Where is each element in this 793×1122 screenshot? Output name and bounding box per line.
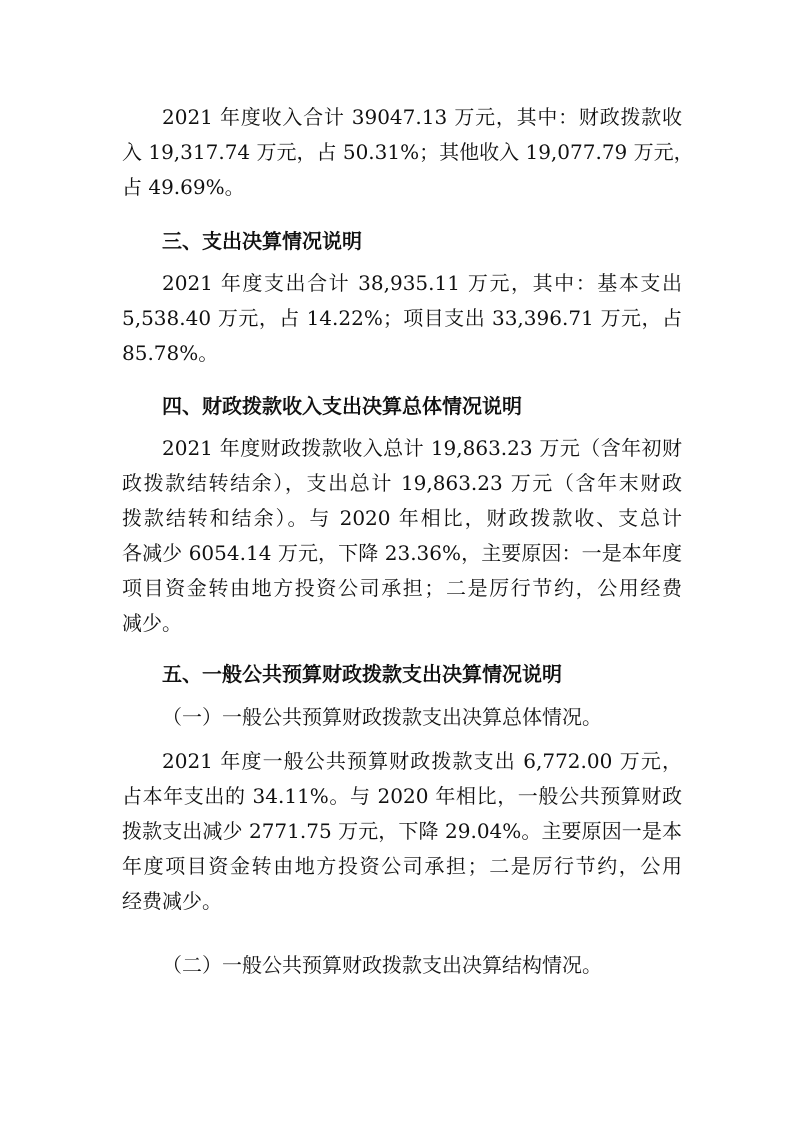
paragraph-fiscal-appropriation [122, 431, 682, 641]
text-line: 入 19,317.74 万元，占 50.31%；其他收入 19,077.79 万元， [122, 140, 694, 164]
section-heading: 四、财政拨款收入支出决算总体情况说明 [162, 394, 522, 418]
text-line: 2021 年度财政拨款收入总计 19,863.23 万元（含年初财 [162, 436, 682, 460]
paragraph-general-budget [122, 744, 682, 919]
text-line: 5,538.40 万元，占 14.22%；项目支出 33,396.71 万元，占 [122, 306, 682, 330]
text-line: 2021 年度支出合计 38,935.11 万元，其中：基本支出 [162, 271, 682, 295]
text-line: 拨款结转和结余）。与 2020 年相比，财政拨款收、支总计 [122, 506, 682, 530]
section-heading-fiscal-appropriation [122, 389, 682, 424]
text-line: 拨款支出减少 2771.75 万元，下降 29.04%。主要原因一是本 [122, 819, 682, 843]
text-line: 占 49.69%。 [122, 175, 245, 199]
section-heading-general-budget [122, 657, 682, 692]
text-line: 年度项目资金转由地方投资公司承担；二是厉行节约，公用 [122, 854, 682, 878]
text-line: 各减少 6054.14 万元，下降 23.36%，主要原因：一是本年度 [122, 541, 682, 565]
text-line: 占本年支出的 34.11%。与 2020 年相比，一般公共预算财政 [122, 784, 682, 808]
subheading-structure [122, 948, 682, 983]
text-line: 项目资金转由地方投资公司承担；二是厉行节约，公用经费 [122, 576, 682, 600]
subsection-heading: （二）一般公共预算财政拨款支出决算结构情况。 [162, 953, 602, 977]
paragraph-income-summary [122, 100, 694, 205]
subheading-overall [122, 700, 682, 735]
paragraph-expenditure-summary [122, 266, 682, 371]
section-heading: 五、一般公共预算财政拨款支出决算情况说明 [162, 662, 562, 686]
text-line: 85.78%。 [122, 341, 219, 365]
text-line: 经费减少。 [122, 889, 222, 913]
section-heading: 三、支出决算情况说明 [162, 229, 362, 253]
text-line: 2021 年度一般公共预算财政拨款支出 6,772.00 万元， [162, 749, 682, 773]
text-line: 2021 年度收入合计 39047.13 万元，其中：财政拨款收 [162, 105, 682, 129]
text-line: 政拨款结转结余），支出总计 19,863.23 万元（含年末财政 [122, 471, 682, 495]
text-line: 减少。 [122, 611, 182, 635]
section-heading-expenditure [122, 224, 682, 259]
subsection-heading: （一）一般公共预算财政拨款支出决算总体情况。 [162, 705, 602, 729]
